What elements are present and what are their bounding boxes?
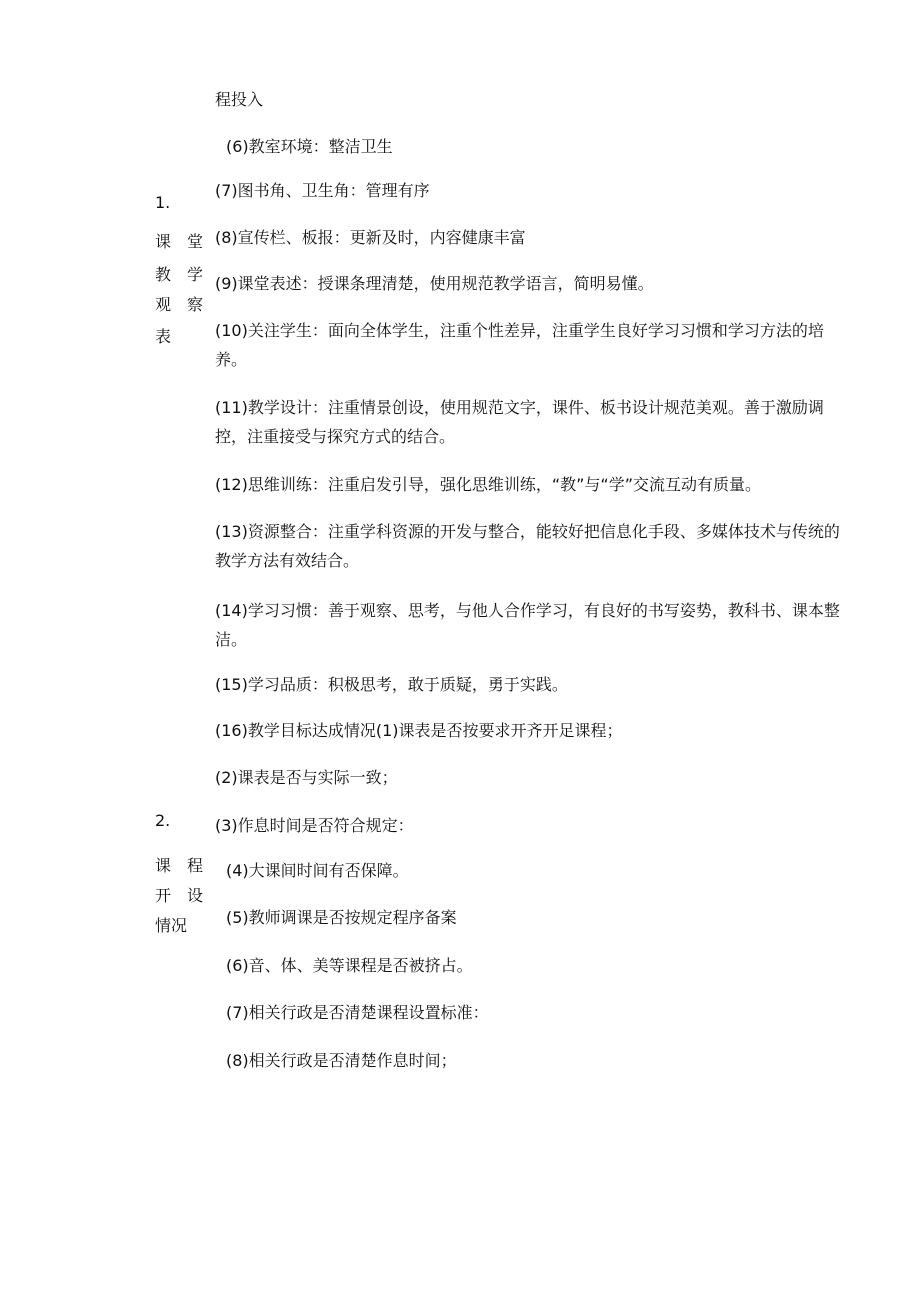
item-13: (3)作息时间是否符合规定： — [215, 816, 414, 835]
item-18: (8)相关行政是否清楚作息时间； — [226, 1051, 457, 1070]
item-2: (7)图书角、卫生角：管理有序 — [215, 181, 430, 200]
item-0: 程投入 — [215, 90, 264, 109]
item-17: (7)相关行政是否清楚课程设置标准： — [226, 1003, 489, 1022]
section2-title-row3: 情况 — [155, 916, 188, 935]
section2-title-row2: 开 设 — [155, 886, 203, 905]
item-5: (10)关注学生：面向全体学生，注重个性差异，注重学生良好学习习惯和学习方法的培养。 — [215, 321, 824, 369]
section1-title-row4: 表 — [155, 327, 172, 346]
section2-title-row1: 课 程 — [155, 856, 203, 875]
item-7: (12)思维训练：注重启发引导，强化思维训练，“教”与“学”交流互动有质量。 — [215, 475, 762, 494]
item-16: (6)音、体、美等课程是否被挤占。 — [226, 956, 473, 975]
item-15: (5)教师调课是否按规定程序备案 — [226, 908, 457, 927]
item-3: (8)宣传栏、板报：更新及时，内容健康丰富 — [215, 228, 526, 247]
section1-number: 1. — [155, 193, 171, 212]
item-8: (13)资源整合：注重学科资源的开发与整合，能较好把信息化手段、多媒体技术与传统的教学方法有效结合。 — [215, 522, 840, 570]
item-1: (6)教室环境：整洁卫生 — [226, 137, 393, 156]
section2-number: 2. — [155, 811, 171, 830]
item-9: (14)学习习惯：善于观察、思考，与他人合作学习，有良好的书写姿势，教科书、课本整洁。 — [215, 601, 840, 649]
item-14: (4)大课间时间有否保障。 — [226, 861, 409, 880]
section1-title-row1: 课 堂 — [155, 232, 203, 251]
item-6: (11)教学设计：注重情景创设，使用规范文字，课件、板书设计规范美观。善于激励调控，注重接受与探究方式的结合。 — [215, 398, 824, 446]
item-10: (15)学习品质：积极思考，敢于质疑，勇于实践。 — [215, 675, 568, 694]
item-11: (16)教学目标达成情况(1)课表是否按要求开齐开足课程； — [215, 721, 623, 740]
item-12: (2)课表是否与实际一致； — [215, 768, 398, 787]
section1-title-row2: 教 学 — [155, 265, 203, 284]
section1-title-row3: 观 察 — [155, 295, 203, 314]
item-4: (9)课堂表述：授课条理清楚，使用规范教学语言，简明易懂。 — [215, 274, 654, 293]
